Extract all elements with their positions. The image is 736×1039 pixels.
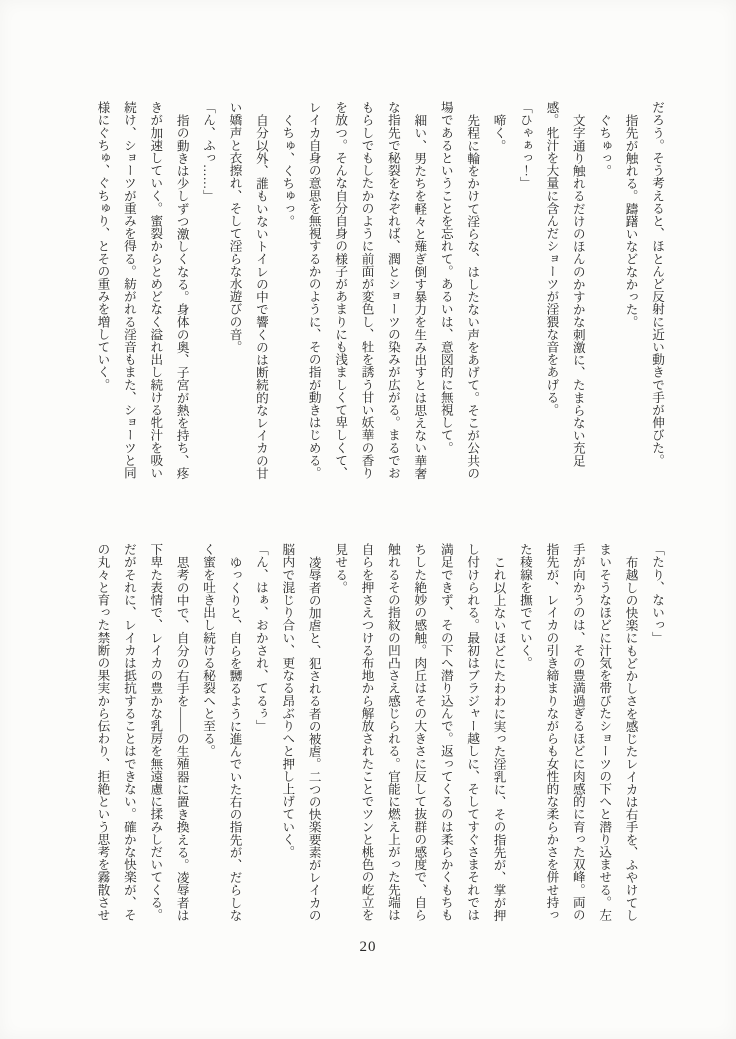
text-column: の丸々と育った禁断の果実から伝わり、拒絶という思考を霧散させ — [95, 543, 110, 921]
text-block-lower — [89, 543, 670, 931]
text-column: 「ひゃぁっ！」 — [517, 101, 532, 190]
text-column: 続け、ショーツが重みを得る。紡がれる淫音もまた、ショーツと同 — [121, 101, 136, 479]
text-column: し付けられる。最初はブラジャー越しに、そしてすぐさまそれでは — [465, 543, 480, 921]
text-column: ぐちゅっ。 — [597, 113, 612, 177]
text-column: 指の動きは少しずつ激しくなる。身体の奥、子宮が熱を持ち、疼 — [174, 113, 189, 479]
text-column: 凌辱者の加虐と、犯される者の被虐。二つの快楽要素がレイカの — [306, 555, 321, 921]
text-column: 「たり、ないっ」 — [650, 543, 664, 644]
text-column: 文字通り触れるだけのほんのかすかな刺激に、たまらない充足 — [570, 113, 585, 467]
text-column: 「ん、ふっ……」 — [201, 101, 216, 202]
text-column: 脳内で混じり合い、更なる昂ぶりへと押し上げていく。 — [280, 543, 295, 858]
text-column: 思考の中で、自分の右手を――の生殖器に置き換える。凌辱者は — [174, 555, 189, 921]
text-column: これ以上ないほどにたわわに実った淫乳に、その指先が、掌が押 — [491, 555, 506, 921]
text-column: い嬌声と衣擦れ、そして淫らな水遊びの音。 — [227, 101, 242, 353]
text-block-upper — [89, 101, 670, 489]
text-column: 手が向かうのは、その豊満過ぎるほどに肉感的に育った双峰。両の — [570, 543, 585, 921]
text-column: 指先が触れる。躊躇いなどなかった。 — [623, 113, 638, 328]
text-column: 細い、男たちを軽々と薙ぎ倒す暴力を生み出すとは思えない華奢 — [412, 113, 427, 479]
page-number: 20 — [359, 939, 377, 955]
text-column: 啼く。 — [491, 113, 506, 152]
text-column: 自らを押さえつける布地から解放されたことでツンと桃色の屹立を — [359, 543, 374, 921]
text-column: 下卑た表情で、レイカの豊かな乳房を無遠慮に揉みしだいてくる。 — [148, 543, 163, 921]
text-column: ちした絶妙の感触。肉丘はその大きさに反して抜群の感度で、自ら — [412, 543, 427, 921]
text-column: まいそうなほどに汁気を帯びたショーツの下へと潜り込ませる。左 — [597, 543, 612, 921]
text-column: た稜線を撫でていく。 — [517, 543, 532, 669]
text-column: だろう。そう考えると、ほとんど反射に近い動きで手が伸びた。 — [650, 101, 664, 467]
text-column: 指先が、レイカの引き締まりながらも女性的な柔らかさを併せ持っ — [544, 543, 559, 921]
text-column: 布越しの快楽にもどかしさを感じたレイカは右手を、ふやけてし — [623, 555, 638, 921]
text-column: 場であるということを忘れて。あるいは、意図的に無視して。 — [438, 101, 453, 454]
text-column: 様にぐちゅ、ぐちゅり、とその重みを増していく。 — [95, 101, 110, 391]
text-column: 満足できず、その下へ潜り込んで。返ってくるのは柔らかくもちも — [438, 543, 453, 921]
text-column: 触れるその指紋の凹凸さえ感じられる。官能に燃え上がった先端は — [385, 543, 400, 921]
text-column: 「ん、はぁ、おかされ、てるぅ」 — [253, 543, 268, 732]
text-column: ゆっくりと、自らを嬲るように進んでいた右の指先が、だらしな — [227, 555, 242, 921]
text-column: だがそれに、レイカは抵抗することはできない。確かな快楽が、そ — [121, 543, 136, 921]
text-column: もらしでもしたかのように前面が変色し、牡を誘う甘い妖華の香り — [359, 101, 374, 479]
text-column: な指先で秘裂をなぞれば、潤とショーツの染みが広がる。まるでお — [385, 101, 400, 479]
text-column: くちゅ、くちゅっ。 — [280, 113, 295, 227]
text-column: レイカ自身の意思を無視するかのように、その指が動きはじめる。 — [306, 101, 321, 479]
text-column: 先程に輪をかけて淫らな、はしたない声をあげて。そこが公共の — [465, 113, 480, 479]
text-column: 自分以外、誰もいないトイレの中で響くのは断続的なレイカの甘 — [253, 113, 268, 479]
text-column: を放つ。そんな自分自身の様子があまりにも浅ましくて卑しくて、 — [333, 101, 348, 479]
text-column: 見せる。 — [333, 543, 348, 594]
text-column: く蜜を吐き出し続ける秘裂へと至る。 — [201, 543, 216, 758]
text-column: きが加速していく。蜜裂からとめどなく溢れ出し続ける牝汁を吸い — [148, 101, 163, 479]
text-column: 感。牝汁を大量に含んだショーツが淫猥な音をあげる。 — [544, 101, 559, 416]
